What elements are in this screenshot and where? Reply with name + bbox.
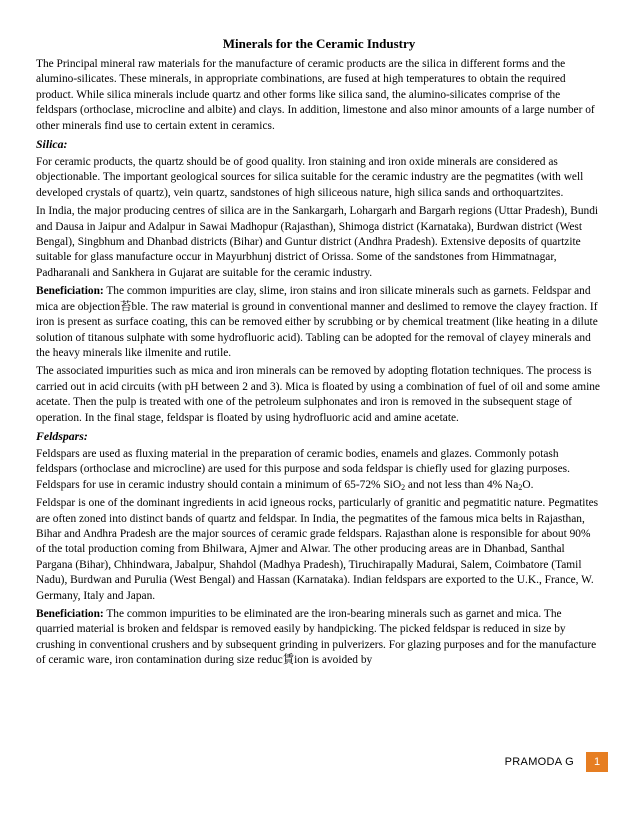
subscript: 2 [401, 482, 406, 492]
silica-paragraph-3: The associated impurities such as mica and iron minerals can be removed by adopting flotation techniques. The process is carried out in acid circuits (with pH between 2 and 3). Mica is floated by using a combination of fuel of oil and some amine acetate. Then the pulp is treated with one of the petroleum sulphonates and iron is removed in the subsequent stage of operation. In the final stage, feldspar is floated by using hydrofluoric acid and amine acetate. [36, 365, 600, 424]
document-page [36, 36, 602, 672]
feldspars-beneficiation-label: Beneficiation: [36, 608, 104, 620]
feldspars-beneficiation-paragraph [36, 607, 602, 669]
feldspars-paragraph-2: Feldspar is one of the dominant ingredients in acid igneous rocks, particularly of granitic and pegmatitic nature. Pegmatites are often zoned into distinct bands of quartz and feldspar. In India, the pegmatites of the famous mica belts in Rajasthan, Bihar and Andhra Pradesh are the major sources of ceramic grade feldspars. Rajasthan alone is responsible for about 90% of the total production coming from Bhilwara, Ajmer and Alwar. The other producing areas are in Dhanbad, Santhal Pargana (Bihar), Chhindwara, Jabalpur, Shahdol (Madhya Pradesh), Tiruchirapally Madurai, Salem, Coimbatore (Tamil Nadu), Burdwan and Purulia (West Bengal) and Hassan (Karnataka). Indian feldspars are exported to the U.K., France, W. Germany, Italy and Japan. [36, 497, 599, 602]
feldspars-paragraph-1 [36, 447, 602, 493]
silica-paragraph-2: In India, the major producing centres of silica are in the Sankargarh, Lohargarh and Bargarh regions (Uttar Pradesh), Bundi and Dausa in Jaipur and Adalpur in Sawai Madhopur (Rajasthan), Shimoga district (Karnataka), Burdwan district (West Bengal), Singbhum and Dhanbad districts (Bihar) and Guntur district (Andhra Pradesh). Extensive deposits of quartzite suitable for glass manufacture occur in Mayurbhunj district of Orissa. Some of the sandstones from Himmatnagar, Padharanali and Sankhera in Gujarat are suitable for the ceramic industry. [36, 205, 599, 279]
silica-beneficiation-paragraph [36, 284, 602, 361]
feldspars-p1-text-a: Feldspars are used as fluxing material in the preparation of ceramic bodies, enamels and glazes. Commonly potash feldspars (orthoclase and microcline) are used for this purpose and soda feldspar is chiefly used for glazing purposes. Feldspars for use in ceramic industry should contain a minimum of 65-72% SiO [36, 447, 570, 491]
page-title: Minerals for the Ceramic Industry [222, 36, 416, 51]
page-number-badge: 1 [586, 752, 608, 772]
silica-beneficiation-label: Beneficiation: [36, 285, 104, 298]
silica-heading: Silica: [36, 137, 68, 152]
feldspars-p1-text-c: O. [522, 478, 534, 491]
page-footer [0, 752, 638, 774]
footer-author: PRAMODA G [504, 756, 574, 768]
feldspars-beneficiation-text: The common impurities to be eliminated are the iron-bearing minerals such as garnet and mica. The quarried material is broken and feldspar is removed easily by handpicking. The picked feldspar is reduced in size by crushing in conventional crushers and by subsequent grinding in pulverizers. For glazing purposes and for the manufacture of ceramic ware, iron contamination during size reduc賃ion is avoided by [36, 608, 597, 667]
intro-paragraph: The Principal mineral raw materials for the manufacture of ceramic products are the silica in different forms and the alumino-silicates. These minerals, in appropriate combinations, are fused at high temperatures to obtain the required product. While silica minerals include quartz and other forms like silica sand, the alumino-silicates comprise of the feldspars (orthoclase, microcline and albite) and clays. In addition, limestone and also minor amounts of a large number of other minerals find use to certain extent in ceramics. [36, 58, 595, 132]
subscript: 2 [518, 482, 523, 492]
feldspars-p1-text-b: and not less than 4% Na [405, 478, 519, 491]
feldspars-heading: Feldspars: [36, 428, 88, 443]
silica-paragraph-1: For ceramic products, the quartz should be of good quality. Iron staining and iron oxide minerals are considered as objectionable. The important geological sources for silica suitable for the ceramic industry are the pegmatites (with well developed crystals of quartz), vein quartz, sandstones of high siliceous nature, high silica sands and orthoquartzites. [36, 156, 584, 199]
silica-beneficiation-text: The common impurities are clay, slime, iron stains and iron silicate minerals such as garnets. Feldspar and mica are objection苔ble. The raw material is ground in conventional manner and deslimed to remove the clayey fraction. If iron is present as surface coating, this can be removed either by scrubbing or by chemical treatment (like heating in a dilute solution of titanous sulphate with some hydrofluoric acid). Tabling can be adopted for the removal of clayey minerals and the heavy minerals like ilmenite and rutile. [36, 285, 598, 359]
